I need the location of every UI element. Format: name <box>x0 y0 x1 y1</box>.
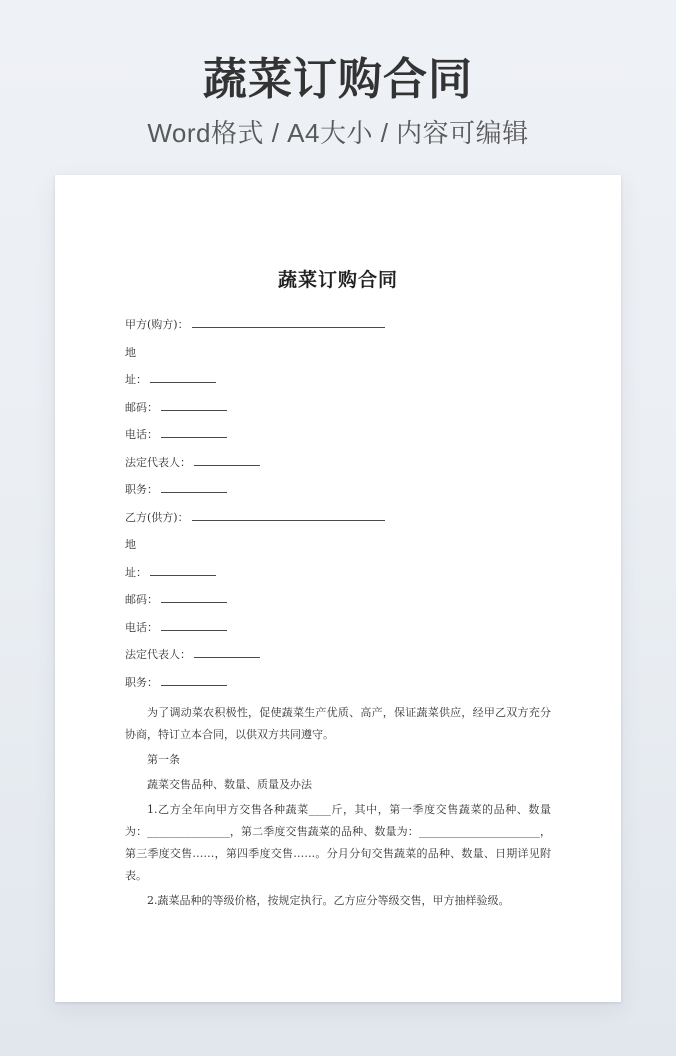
field-label: 邮码： <box>125 593 158 607</box>
field-row <box>125 476 551 504</box>
field-label: 电话： <box>125 620 158 634</box>
field-row <box>125 586 551 614</box>
field-blank-line <box>150 565 216 576</box>
field-blank-line <box>161 620 227 631</box>
page-title: 蔬菜订购合同 <box>203 55 473 104</box>
field-blank-line <box>161 592 227 603</box>
field-row <box>125 339 551 367</box>
field-label: 法定代表人： <box>125 648 191 662</box>
field-row <box>125 641 551 669</box>
field-row <box>125 614 551 642</box>
field-blank-line <box>161 675 227 686</box>
field-blank-line <box>192 317 385 328</box>
field-row <box>125 449 551 477</box>
field-label: 甲方(购方)： <box>125 318 189 332</box>
field-blank-line <box>161 400 227 411</box>
field-label: 电话： <box>125 428 158 442</box>
field-label: 乙方(供方)： <box>125 510 189 524</box>
field-blank-line <box>192 510 385 521</box>
field-row <box>125 559 551 587</box>
article-1-heading: 第一条 <box>147 753 180 767</box>
field-row <box>125 421 551 449</box>
field-label: 地 <box>125 345 136 359</box>
field-row <box>125 669 551 697</box>
field-label: 邮码： <box>125 400 158 414</box>
preview-header <box>0 0 676 150</box>
field-row <box>125 366 551 394</box>
intro-paragraph: 为了调动菜农积极性，促使蔬菜生产优质、高产，保证蔬菜供应，经甲乙双方充分协商，特订立本合同，以供双方共同遵守。 <box>125 706 551 742</box>
field-label: 职务： <box>125 675 158 689</box>
field-row <box>125 311 551 339</box>
article-1-clause-2: 2.蔬菜品种的等级价格，按规定执行。乙方应分等级交售，甲方抽样验级。 <box>147 894 510 908</box>
field-row <box>125 394 551 422</box>
document-page <box>55 175 621 1002</box>
document-title: 蔬菜订购合同 <box>277 270 398 292</box>
field-label: 址： <box>125 565 147 579</box>
field-blank-line <box>161 482 227 493</box>
field-blank-line <box>161 427 227 438</box>
field-blank-line <box>150 372 216 383</box>
field-label: 地 <box>125 538 136 552</box>
field-label: 职务： <box>125 483 158 497</box>
page-subtitle: Word格式 / A4大小 / 内容可编辑 <box>147 118 529 149</box>
field-blank-line <box>194 455 260 466</box>
field-label: 法定代表人： <box>125 455 191 469</box>
article-1-subheading: 蔬菜交售品种、数量、质量及办法 <box>147 778 312 792</box>
article-1-clause-1: 1.乙方全年向甲方交售各种蔬菜____斤，其中，第一季度交售蔬菜的品种、数量为：_______________，第二季度交售蔬菜的品种、数量为：______________________，第三季度交售……，第四季度交售……。分月分旬交售蔬菜的品种、数量、日期详见附表。 <box>125 803 551 883</box>
field-blank-line <box>194 647 260 658</box>
field-label: 址： <box>125 373 147 387</box>
field-row <box>125 504 551 532</box>
field-row <box>125 531 551 559</box>
party-fields <box>125 311 551 696</box>
